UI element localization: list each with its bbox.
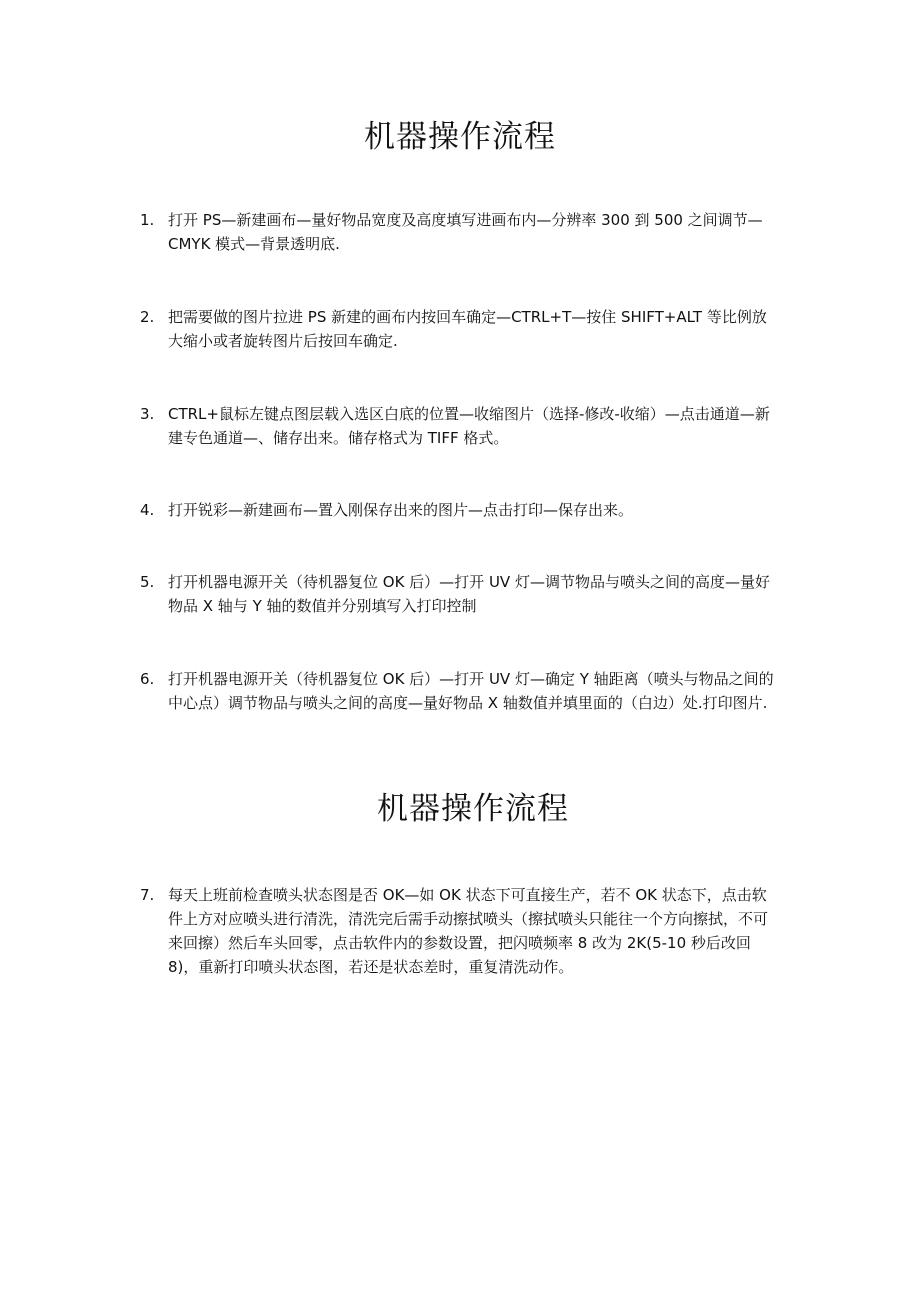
- step-text: 把需要做的图片拉进 PS 新建的画布内按回车确定—CTRL+T—按住 SHIFT+ALT 等比例放大缩小或者旋转图片后按回车确定.: [168, 308, 767, 350]
- page-title: 机器操作流程: [364, 119, 556, 155]
- step-text: 打开机器电源开关（待机器复位 OK 后）—打开 UV 灯—调节物品与喷头之间的高度—量好物品 X 轴与 Y 轴的数值并分别填写入打印控制: [168, 573, 770, 615]
- step-text: CTRL+鼠标左键点图层载入选区白底的位置—收缩图片（选择-修改-收缩）—点击通道—新建专色通道—、储存出来。储存格式为 TIFF 格式。: [168, 405, 770, 447]
- step-text: 打开锐彩—新建画布—置入刚保存出来的图片—点击打印—保存出来。: [168, 501, 634, 519]
- list-item: [140, 402, 785, 450]
- step-number: 1.: [140, 211, 155, 229]
- list-item: [140, 208, 785, 256]
- step-number: 7.: [140, 886, 155, 904]
- list-item: [140, 498, 785, 522]
- step-number: 2.: [140, 308, 155, 326]
- list-item: [140, 570, 785, 618]
- list-item: [140, 305, 785, 353]
- step-text: 打开机器电源开关（待机器复位 OK 后）—打开 UV 灯—确定 Y 轴距离（喷头与物品之间的中心点）调节物品与喷头之间的高度—量好物品 X 轴数值并填里面的（白边）处.打印图片.: [168, 670, 774, 712]
- list-item: [140, 883, 785, 979]
- list-item: [140, 667, 785, 715]
- section-title: 机器操作流程: [377, 791, 569, 827]
- step-text: 每天上班前检查喷头状态图是否 OK—如 OK 状态下可直接生产，若不 OK 状态下，点击软件上方对应喷头进行清洗，清洗完后需手动擦拭喷头（擦拭喷头只能往一个方向擦拭，不可来回擦）然后车头回零，点击软件内的参数设置，把闪喷频率 8 改为 2K(5-10 秒后改回 8)，重新打印喷头状态图，若还是状态差时，重复清洗动作。: [168, 886, 769, 976]
- step-number: 6.: [140, 670, 155, 688]
- step-number: 3.: [140, 405, 155, 423]
- step-text: 打开 PS—新建画布—量好物品宽度及高度填写进画布内—分辨率 300 到 500 之间调节—CMYK 模式—背景透明底.: [168, 211, 763, 253]
- step-number: 5.: [140, 573, 155, 591]
- step-number: 4.: [140, 501, 155, 519]
